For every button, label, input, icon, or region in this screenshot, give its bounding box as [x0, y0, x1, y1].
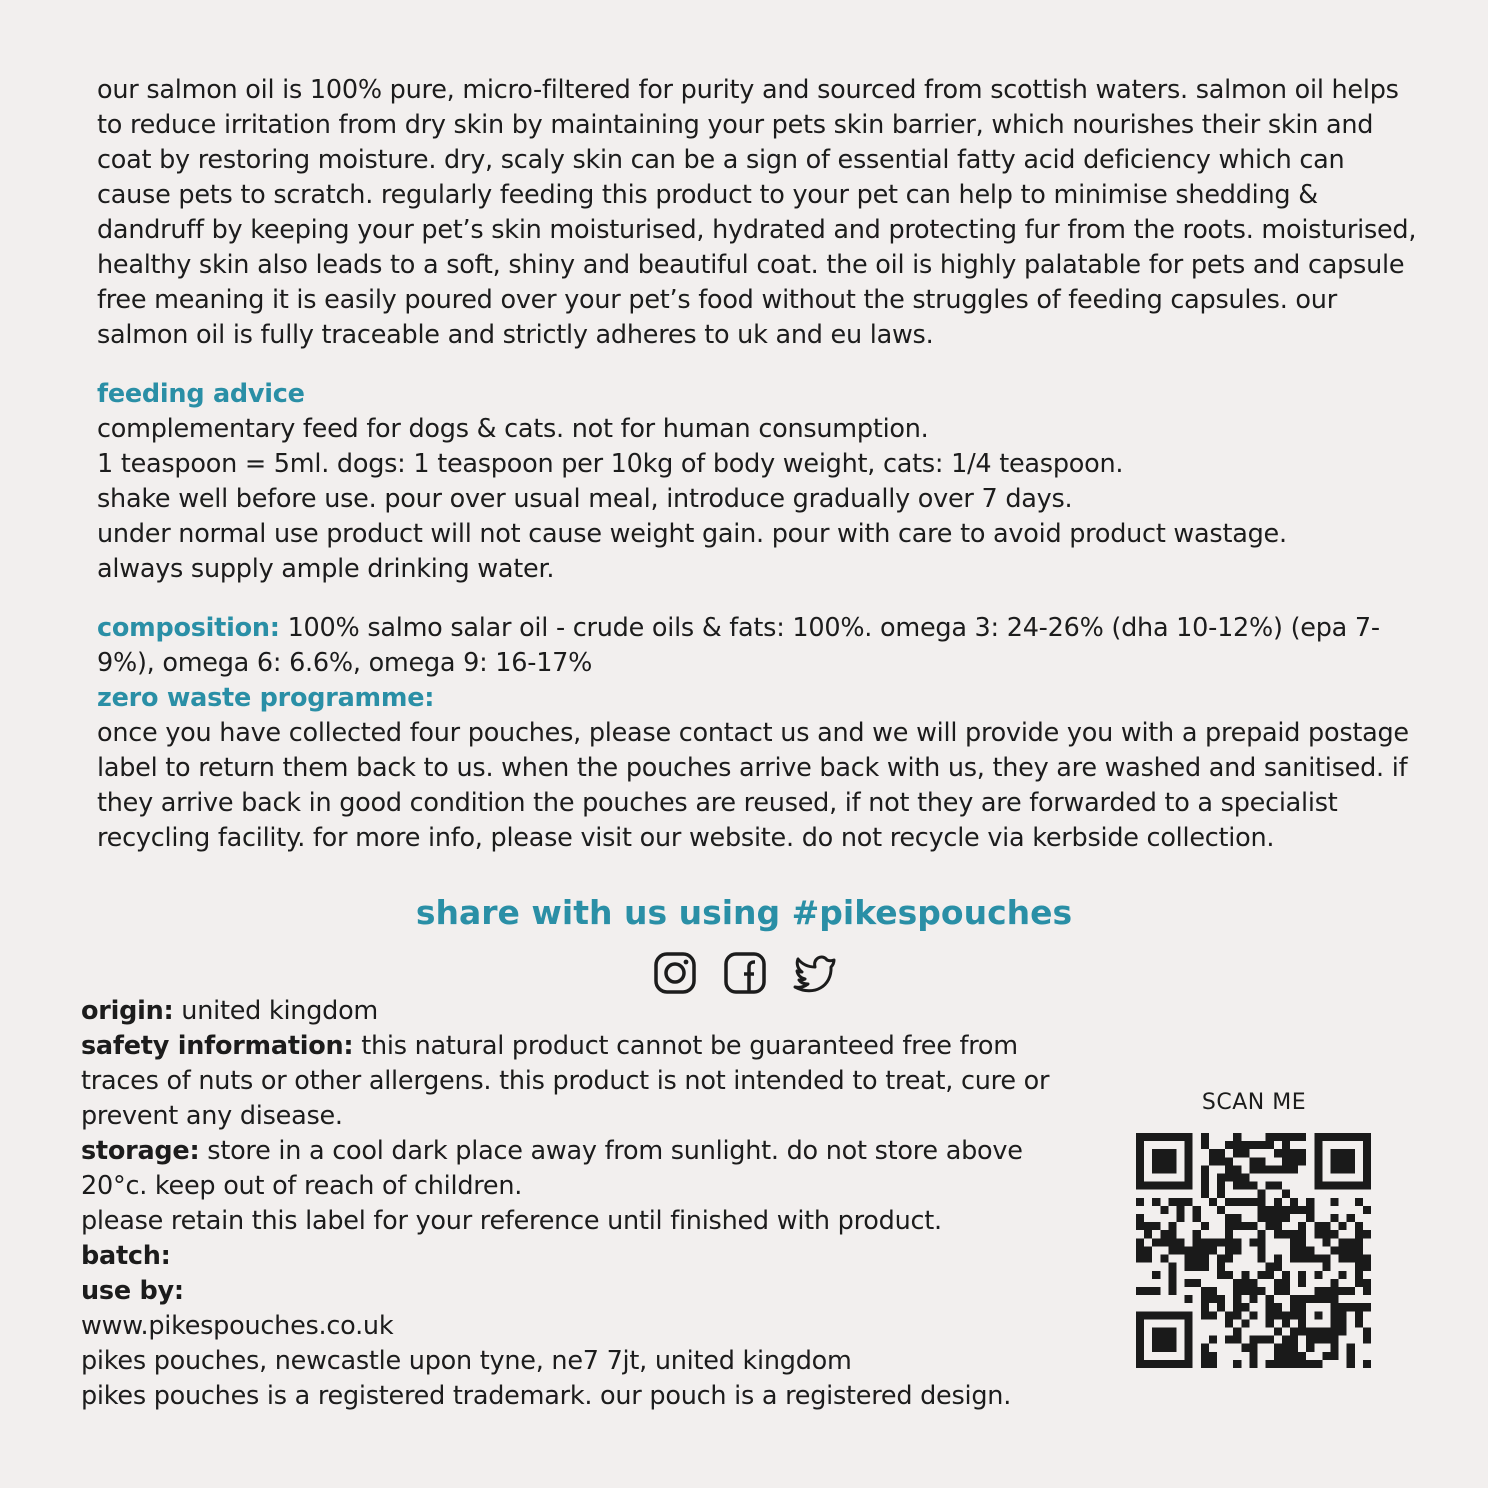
origin-line [81, 994, 1071, 1029]
social-icons [652, 950, 838, 996]
product-description: our salmon oil is 100% pure, micro-filtered for purity and sourced from scottish waters. salmon oil helps to reduce irritation from dry skin by maintaining your pets skin barrier, which nourishes their skin and coat by restoring moisture. dry, scaly skin can be a sign of essential fatty acid deficiency which can cause pets to scratch. regularly feeding this product to your pet can help to minimise shedding & dandruff by keeping your pet’s skin moisturised, hydrated and protecting fur from the roots. moisturised, healthy skin also leads to a soft, shiny and beautiful coat. the oil is highly palatable for pets and capsule free meaning it is easily poured over your pet’s food without the struggles of feeding capsules. our salmon oil is fully traceable and strictly adheres to uk and eu laws. [97, 75, 1417, 350]
origin-value: united kingdom [181, 996, 379, 1026]
qr-code[interactable] [1136, 1133, 1371, 1368]
facebook-icon[interactable] [722, 950, 768, 996]
address: pikes pouches, newcastle upon tyne, ne7 7jt, united kingdom [81, 1346, 852, 1376]
feeding-line: complementary feed for dogs & cats. not for human consumption. [97, 414, 929, 444]
zero-waste-section [97, 681, 1417, 856]
feeding-advice-heading: feeding advice [97, 379, 305, 409]
composition-section [97, 611, 1417, 681]
scan-me-label: SCAN ME [1201, 1090, 1307, 1115]
product-info [81, 994, 1071, 1414]
instagram-icon[interactable] [652, 950, 698, 996]
feeding-line: shake well before use. pour over usual meal, introduce gradually over 7 days. [97, 484, 1073, 514]
website-link[interactable]: www.pikespouches.co.uk [81, 1311, 394, 1341]
storage-label: storage: [81, 1136, 200, 1166]
safety-label: safety information: [81, 1031, 354, 1061]
retain-note: please retain this label for your reference until finished with product. [81, 1206, 942, 1236]
zero-waste-heading: zero waste programme: [97, 683, 435, 713]
zero-waste-text: once you have collected four pouches, please contact us and we will provide you with a prepaid postage label to return them back to us. when the pouches arrive back with us, they are washed and sanitised. if they arrive back in good condition the pouches are reused, if not they are forwarded to a specialist recycling facility. for more info, please visit our website. do not recycle via kerbside collection. [97, 718, 1409, 853]
share-hashtag: share with us using #pikespouches [415, 893, 1073, 932]
safety-line [81, 1029, 1071, 1134]
composition-heading: composition: [97, 613, 280, 643]
safety-value: this natural product cannot be guaranteed free from traces of nuts or other allergens. this product is not intended to treat, cure or prevent any disease. [81, 1031, 1050, 1131]
storage-value: store in a cool dark place away from sunlight. do not store above 20°c. keep out of reach of children. [81, 1136, 1023, 1201]
feeding-advice-section [97, 377, 1417, 587]
trademark-note: pikes pouches is a registered trademark. our pouch is a registered design. [81, 1381, 1012, 1411]
origin-label: origin: [81, 996, 174, 1026]
batch-label: batch: [81, 1241, 171, 1271]
label-main-text [97, 73, 1417, 880]
feeding-line: always supply ample drinking water. [97, 554, 555, 584]
use-by-label: use by: [81, 1276, 184, 1306]
feeding-line: 1 teaspoon = 5ml. dogs: 1 teaspoon per 10kg of body weight, cats: 1/4 teaspoon. [97, 449, 1124, 479]
composition-text: 100% salmo salar oil - crude oils & fats: 100%. omega 3: 24-26% (dha 10-12%) (epa 7-9%), omega 6: 6.6%, omega 9: 16-17% [97, 613, 1380, 678]
twitter-icon[interactable] [792, 950, 838, 996]
feeding-line: under normal use product will not cause weight gain. pour with care to avoid product wastage. [97, 519, 1287, 549]
storage-line [81, 1134, 1071, 1204]
